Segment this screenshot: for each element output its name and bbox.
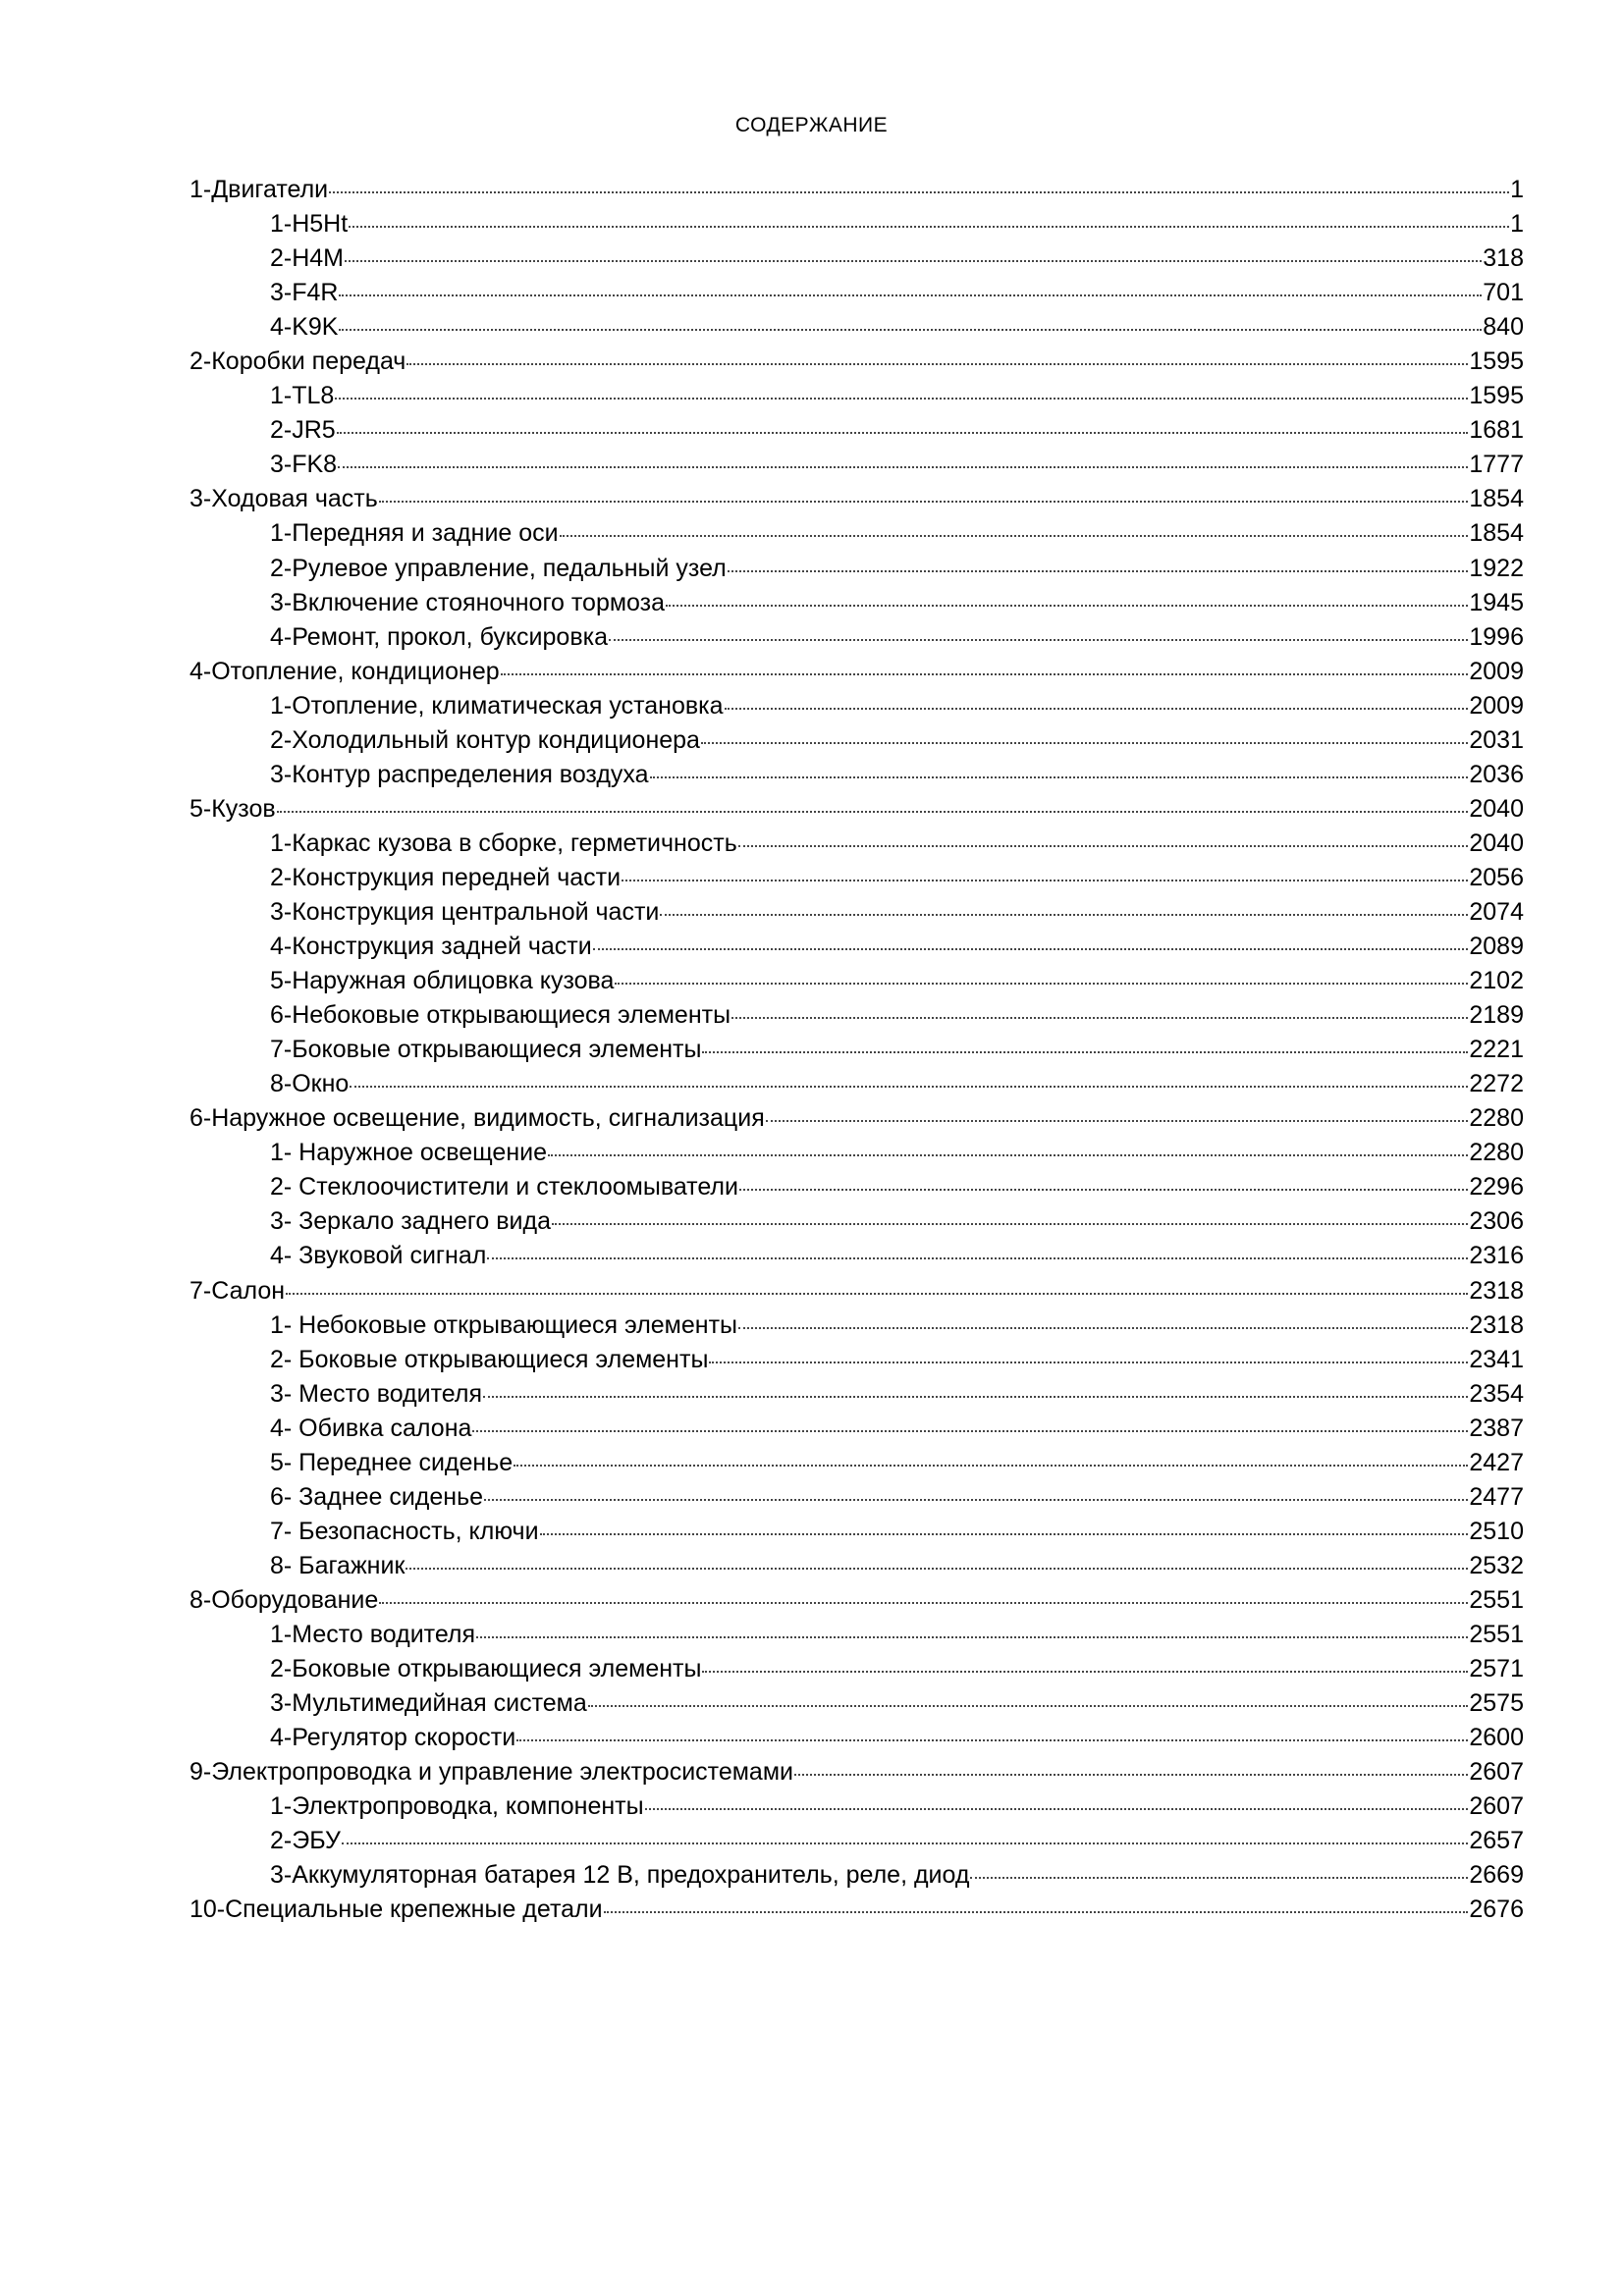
- toc-entry-page-number: 2676: [1469, 1896, 1524, 1924]
- toc-entry-page-number: 840: [1483, 313, 1524, 342]
- dot-leader: [970, 1877, 1468, 1879]
- toc-subsection-entry[interactable]: [189, 241, 1524, 276]
- toc-subsection-entry[interactable]: [189, 207, 1524, 241]
- dot-leader: [609, 639, 1468, 641]
- toc-entry-page-number: 1854: [1469, 485, 1524, 513]
- toc-subsection-entry[interactable]: [189, 379, 1524, 413]
- toc-section-entry[interactable]: [189, 482, 1524, 516]
- toc-subsection-entry[interactable]: [189, 1652, 1524, 1686]
- toc-subsection-entry[interactable]: [189, 586, 1524, 620]
- toc-entry-page-number: 2040: [1469, 828, 1524, 857]
- toc-subsection-entry[interactable]: [189, 930, 1524, 964]
- dot-leader: [349, 226, 1509, 228]
- toc-entry-page-number: 2532: [1469, 1551, 1524, 1579]
- toc-entry-page-number: 2316: [1469, 1242, 1524, 1270]
- dot-leader: [342, 1842, 1468, 1844]
- toc-entry-page-number: 2387: [1469, 1414, 1524, 1442]
- toc-entry-page-number: 2280: [1469, 1104, 1524, 1133]
- toc-entry-label: 10-Специальные крепежные детали: [189, 1896, 603, 1924]
- dot-leader: [379, 501, 1469, 503]
- toc-entry-page-number: 2036: [1469, 760, 1524, 788]
- toc-subsection-entry[interactable]: [189, 861, 1524, 895]
- toc-entry-label: 1-Место водителя: [270, 1620, 476, 1648]
- dot-leader: [345, 260, 1482, 262]
- toc-entry-page-number: 2318: [1469, 1310, 1524, 1339]
- dot-leader: [483, 1396, 1468, 1398]
- toc-entry-page-number: 2009: [1469, 691, 1524, 720]
- toc-entry-label: 1- Небоковые открывающиеся элементы: [270, 1310, 738, 1339]
- toc-entry-page-number: 2571: [1469, 1655, 1524, 1683]
- toc-entry-page-number: 2040: [1469, 794, 1524, 823]
- toc-subsection-entry[interactable]: [189, 895, 1524, 930]
- toc-subsection-entry[interactable]: [189, 1824, 1524, 1858]
- toc-entry-label: 1-Каркас кузова в сборке, герметичность: [270, 828, 737, 857]
- toc-subsection-entry[interactable]: [189, 413, 1524, 448]
- dot-leader: [406, 363, 1468, 365]
- dot-leader: [702, 1671, 1468, 1673]
- dot-leader: [472, 1430, 1468, 1432]
- table-of-contents: [189, 173, 1524, 1927]
- toc-entry-page-number: 318: [1483, 244, 1524, 273]
- toc-entry-label: 3-Аккумуляторная батарея 12 В, предохранитель, реле, диод: [270, 1861, 970, 1890]
- toc-entry-label: 7-Салон: [189, 1276, 286, 1305]
- dot-leader: [738, 1327, 1468, 1329]
- toc-subsection-entry[interactable]: [189, 827, 1524, 861]
- toc-entry-label: 1-Электропроводка, компоненты: [270, 1792, 644, 1821]
- dot-leader: [622, 880, 1468, 881]
- toc-entry-page-number: 1595: [1469, 382, 1524, 410]
- toc-entry-label: 4-Конструкция задней части: [270, 933, 592, 961]
- toc-entry-label: 1-Двигатели: [189, 176, 329, 203]
- toc-subsection-entry[interactable]: [189, 552, 1524, 586]
- dot-leader: [731, 1017, 1468, 1019]
- toc-subsection-entry[interactable]: [189, 1618, 1524, 1652]
- toc-entry-label: 6-Небоковые открывающиеся элементы: [270, 1001, 731, 1030]
- toc-entry-label: 3-FK8: [270, 451, 338, 479]
- toc-section-entry[interactable]: [189, 1583, 1524, 1618]
- toc-section-entry[interactable]: [189, 173, 1524, 207]
- dot-leader: [701, 742, 1468, 744]
- toc-entry-label: 2-Коробки передач: [189, 347, 406, 376]
- toc-subsection-entry[interactable]: [189, 964, 1524, 998]
- toc-entry-page-number: 2089: [1469, 933, 1524, 961]
- toc-subsection-entry[interactable]: [189, 1446, 1524, 1480]
- toc-entry-label: 6-Наружное освещение, видимость, сигнализация: [189, 1104, 765, 1133]
- dot-leader: [615, 983, 1468, 985]
- toc-subsection-entry[interactable]: [189, 1204, 1524, 1239]
- page-title: СОДЕРЖАНИЕ: [734, 114, 889, 136]
- toc-entry-label: 2-ЭБУ: [270, 1827, 341, 1855]
- toc-section-entry[interactable]: [189, 655, 1524, 689]
- dot-leader: [766, 1120, 1469, 1122]
- toc-entry-label: 5-Наружная облицовка кузова: [270, 967, 615, 995]
- toc-subsection-entry[interactable]: [189, 723, 1524, 758]
- toc-entry-page-number: 2477: [1469, 1482, 1524, 1511]
- toc-entry-page-number: 2657: [1469, 1827, 1524, 1855]
- dot-leader: [593, 948, 1469, 950]
- toc-entry-page-number: 2189: [1469, 1001, 1524, 1030]
- toc-entry-page-number: 1854: [1469, 519, 1524, 548]
- toc-section-entry[interactable]: [189, 1893, 1524, 1927]
- toc-entry-label: 2- Боковые открывающиеся элементы: [270, 1345, 709, 1373]
- toc-subsection-entry[interactable]: [189, 1343, 1524, 1377]
- toc-entry-label: 1-Передняя и задние оси: [270, 519, 559, 548]
- toc-entry-page-number: 2009: [1469, 657, 1524, 685]
- toc-entry-label: 3- Место водителя: [270, 1379, 482, 1408]
- toc-entry-label: 1- Наружное освещение: [270, 1139, 547, 1167]
- toc-section-entry[interactable]: [189, 1755, 1524, 1789]
- dot-leader: [728, 570, 1469, 572]
- toc-entry-page-number: 1945: [1469, 588, 1524, 616]
- toc-entry-page-number: 2600: [1469, 1724, 1524, 1752]
- toc-subsection-entry[interactable]: [189, 1067, 1524, 1101]
- toc-subsection-entry[interactable]: [189, 1686, 1524, 1721]
- toc-entry-label: 4-Отопление, кондиционер: [189, 657, 500, 685]
- toc-subsection-entry[interactable]: [189, 1480, 1524, 1515]
- toc-subsection-entry[interactable]: [189, 998, 1524, 1033]
- dot-leader: [738, 845, 1469, 847]
- toc-subsection-entry[interactable]: [189, 1136, 1524, 1170]
- toc-subsection-entry[interactable]: [189, 448, 1524, 482]
- toc-entry-page-number: 2551: [1469, 1620, 1524, 1648]
- toc-subsection-entry[interactable]: [189, 1308, 1524, 1343]
- toc-subsection-entry[interactable]: [189, 1239, 1524, 1273]
- dot-leader: [501, 673, 1469, 675]
- toc-entry-page-number: 1996: [1469, 622, 1524, 651]
- dot-leader: [339, 294, 1482, 296]
- toc-subsection-entry[interactable]: [189, 310, 1524, 345]
- dot-leader: [560, 535, 1469, 537]
- dot-leader: [286, 1293, 1468, 1295]
- toc-entry-label: 2-H4M: [270, 244, 345, 273]
- toc-subsection-entry[interactable]: [189, 1170, 1524, 1204]
- toc-entry-label: 6- Заднее сиденье: [270, 1482, 484, 1511]
- toc-subsection-entry[interactable]: [189, 689, 1524, 723]
- dot-leader: [604, 1911, 1469, 1913]
- toc-entry-label: 1-TL8: [270, 382, 335, 410]
- dot-leader: [338, 466, 1468, 468]
- dot-leader: [335, 398, 1468, 400]
- toc-entry-page-number: 2280: [1469, 1139, 1524, 1167]
- toc-entry-label: 2-JR5: [270, 416, 336, 445]
- dot-leader: [337, 432, 1469, 434]
- toc-entry-label: 3-Контур распределения воздуха: [270, 760, 649, 788]
- toc-section-entry[interactable]: [189, 345, 1524, 379]
- toc-entry-page-number: 2607: [1469, 1792, 1524, 1821]
- dot-leader: [379, 1602, 1468, 1604]
- dot-leader: [548, 1154, 1468, 1156]
- toc-entry-label: 4-K9K: [270, 313, 339, 342]
- dot-leader: [702, 1051, 1468, 1053]
- toc-entry-page-number: 2427: [1469, 1448, 1524, 1476]
- toc-subsection-entry[interactable]: [189, 516, 1524, 551]
- toc-entry-label: 5-Кузов: [189, 794, 276, 823]
- dot-leader: [339, 329, 1482, 331]
- toc-subsection-entry[interactable]: [189, 1549, 1524, 1583]
- toc-entry-label: 7- Безопасность, ключи: [270, 1517, 539, 1545]
- toc-subsection-entry[interactable]: [189, 1515, 1524, 1549]
- toc-entry-label: 1-H5Ht: [270, 210, 349, 239]
- toc-subsection-entry[interactable]: [189, 1789, 1524, 1824]
- toc-entry-page-number: 2354: [1469, 1379, 1524, 1408]
- toc-entry-label: 8-Оборудование: [189, 1585, 379, 1614]
- toc-entry-label: 3-Конструкция центральной части: [270, 897, 660, 926]
- toc-subsection-entry[interactable]: [189, 758, 1524, 792]
- dot-leader: [350, 1086, 1468, 1088]
- toc-entry-label: 9-Электропроводка и управление электросистемами: [189, 1758, 793, 1787]
- toc-entry-label: 3- Зеркало заднего вида: [270, 1207, 552, 1236]
- toc-entry-label: 4-Ремонт, прокол, буксировка: [270, 622, 609, 651]
- toc-entry-page-number: 2551: [1469, 1585, 1524, 1614]
- toc-entry-page-number: 2318: [1469, 1276, 1524, 1305]
- dot-leader: [794, 1774, 1468, 1776]
- toc-entry-page-number: 2102: [1469, 967, 1524, 995]
- toc-entry-page-number: 2510: [1469, 1517, 1524, 1545]
- toc-entry-label: 2-Боковые открывающиеся элементы: [270, 1655, 702, 1683]
- toc-section-entry[interactable]: [189, 792, 1524, 827]
- toc-entry-label: 1-Отопление, климатическая установка: [270, 691, 724, 720]
- dot-leader: [277, 811, 1469, 813]
- toc-entry-label: 3-F4R: [270, 279, 339, 307]
- toc-entry-label: 2- Стеклоочистители и стеклоомыватели: [270, 1173, 738, 1201]
- toc-entry-label: 3-Ходовая часть: [189, 485, 378, 513]
- dot-leader: [476, 1636, 1468, 1638]
- toc-entry-label: 2-Холодильный контур кондиционера: [270, 725, 700, 754]
- toc-entry-page-number: 2056: [1469, 863, 1524, 891]
- toc-entry-label: 4- Обивка салона: [270, 1414, 472, 1442]
- toc-entry-label: 8- Багажник: [270, 1551, 406, 1579]
- toc-entry-page-number: 2074: [1469, 897, 1524, 926]
- dot-leader: [484, 1499, 1468, 1501]
- toc-subsection-entry[interactable]: [189, 1858, 1524, 1893]
- toc-entry-label: 4- Звуковой сигнал: [270, 1242, 487, 1270]
- toc-entry-page-number: 2669: [1469, 1861, 1524, 1890]
- dot-leader: [650, 776, 1469, 778]
- toc-section-entry[interactable]: [189, 1101, 1524, 1136]
- toc-entry-label: 5- Переднее сиденье: [270, 1448, 514, 1476]
- toc-entry-page-number: 1: [1510, 210, 1524, 239]
- toc-entry-page-number: 2306: [1469, 1207, 1524, 1236]
- toc-entry-page-number: 1777: [1469, 451, 1524, 479]
- dot-leader: [725, 708, 1469, 710]
- toc-subsection-entry[interactable]: [189, 1721, 1524, 1755]
- dot-leader: [514, 1465, 1468, 1467]
- toc-entry-page-number: 2221: [1469, 1036, 1524, 1064]
- toc-entry-label: 7-Боковые открывающиеся элементы: [270, 1036, 702, 1064]
- toc-subsection-entry[interactable]: [189, 1033, 1524, 1067]
- toc-entry-page-number: 2575: [1469, 1689, 1524, 1718]
- toc-entry-label: 3-Включение стояночного тормоза: [270, 588, 666, 616]
- toc-entry-label: 3-Мультимедийная система: [270, 1689, 587, 1718]
- dot-leader: [406, 1568, 1468, 1570]
- toc-entry-page-number: 2031: [1469, 725, 1524, 754]
- toc-entry-label: 2-Рулевое управление, педальный узел: [270, 554, 727, 582]
- dot-leader: [329, 191, 1509, 193]
- toc-entry-page-number: 1681: [1469, 416, 1524, 445]
- toc-entry-page-number: 2607: [1469, 1758, 1524, 1787]
- dot-leader: [660, 914, 1468, 916]
- toc-entry-page-number: 701: [1483, 279, 1524, 307]
- toc-subsection-entry[interactable]: [189, 1377, 1524, 1412]
- dot-leader: [516, 1739, 1468, 1741]
- dot-leader: [588, 1705, 1469, 1707]
- toc-entry-page-number: 2272: [1469, 1070, 1524, 1098]
- toc-entry-page-number: 2296: [1469, 1173, 1524, 1201]
- dot-leader: [709, 1362, 1468, 1363]
- dot-leader: [487, 1257, 1468, 1259]
- toc-subsection-entry[interactable]: [189, 1412, 1524, 1446]
- toc-entry-label: 2-Конструкция передней части: [270, 863, 622, 891]
- toc-section-entry[interactable]: [189, 1274, 1524, 1308]
- toc-entry-page-number: 1922: [1469, 554, 1524, 582]
- dot-leader: [645, 1808, 1469, 1810]
- toc-entry-page-number: 1: [1510, 176, 1524, 203]
- toc-entry-label: 4-Регулятор скорости: [270, 1724, 516, 1752]
- toc-subsection-entry[interactable]: [189, 620, 1524, 655]
- toc-entry-page-number: 2341: [1469, 1345, 1524, 1373]
- toc-entry-page-number: 1595: [1469, 347, 1524, 376]
- dot-leader: [552, 1223, 1468, 1225]
- toc-entry-label: 8-Окно: [270, 1070, 350, 1098]
- toc-subsection-entry[interactable]: [189, 276, 1524, 310]
- dot-leader: [739, 1189, 1468, 1191]
- dot-leader: [540, 1533, 1469, 1535]
- dot-leader: [666, 605, 1468, 607]
